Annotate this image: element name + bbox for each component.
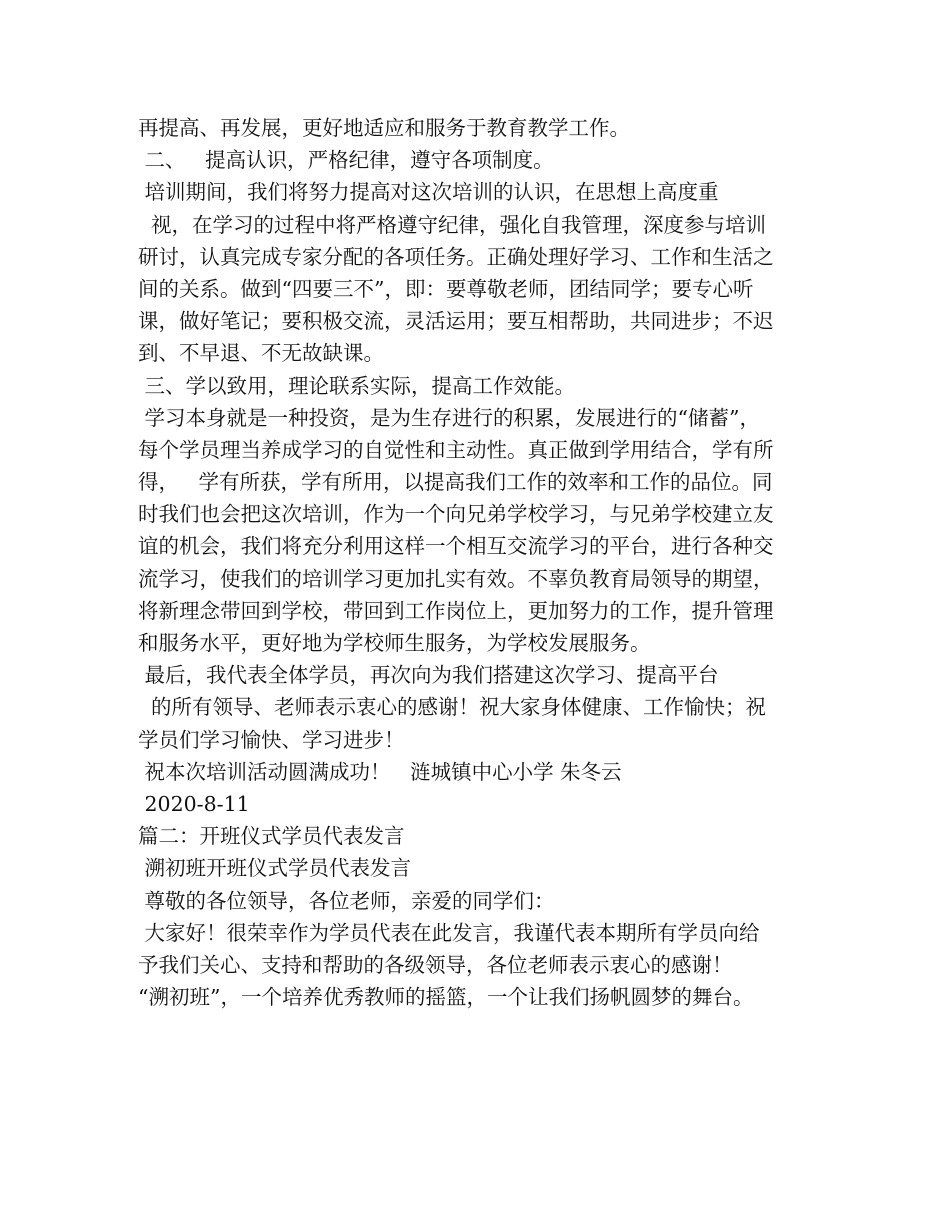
text-line: 研讨，认真完成专家分配的各项任务。正确处理好学习、工作和生活之 xyxy=(138,244,774,269)
text-line: 和服务水平，更好地为学校师生服务，为学校发展服务。 xyxy=(138,631,651,655)
text-line: 大家好！很荣幸作为学员代表在此发言，我谨代表本期所有学员向给 xyxy=(138,920,760,945)
text-line: 的所有领导、老师表示衷心的感谢！祝大家身体健康、工作愉快；祝 xyxy=(138,695,767,720)
document-body xyxy=(138,112,838,1013)
text-line: 每个学员理当养成学习的自觉性和主动性。真正做到学用结合，学有所 xyxy=(138,437,774,462)
text-line: 学员们学习愉快、学习进步！ xyxy=(138,727,405,752)
text-line: 到、不早退、不无故缺课。 xyxy=(138,341,384,366)
text-line: 学习本身就是一种投资，是为生存进行的积累，发展进行的“储蓄”， xyxy=(138,405,760,430)
section-heading: 二、 提高认识，严格纪律，遵守各项制度。 xyxy=(138,148,554,173)
text-line: 课，做好笔记；要积极交流，灵活运用；要互相帮助，共同进步；不迟 xyxy=(138,309,774,334)
text-line: 时我们也会把这次培训，作为一个向兄弟学校学习，与兄弟学校建立友 xyxy=(138,502,774,527)
text-line: 谊的机会，我们将充分利用这样一个相互交流学习的平台，进行各种交 xyxy=(138,534,774,559)
text-line: 将新理念带回到学校，带回到工作岗位上，更加努力的工作，提升管理 xyxy=(138,598,774,623)
text-line: 间的关系。做到“四要三不”，即：要尊敬老师，团结同学；要专心听 xyxy=(138,276,754,301)
text-line: 再提高、再发展，更好地适应和服务于教育教学工作。 xyxy=(138,116,630,140)
text-line: 最后，我代表全体学员，再次向为我们搭建这次学习、提高平台 xyxy=(138,663,719,688)
text-line: 予我们关心、支持和帮助的各级领导，各位老师表示衷心的感谢！ xyxy=(138,952,733,977)
text-line: 得， 学有所获，学有所用，以提高我们工作的效率和工作的品位。同 xyxy=(138,470,773,495)
article-title: 篇二：开班仪式学员代表发言 xyxy=(138,824,405,849)
signature-line: 祝本次培训活动圆满成功！ 涟城镇中心小学 朱冬云 xyxy=(138,759,622,784)
section-heading: 三、学以致用，理论联系实际，提高工作效能。 xyxy=(138,373,576,398)
salutation: 尊敬的各位领导，各位老师，亲爱的同学们： xyxy=(138,888,555,913)
date-line: 2020-8-11 xyxy=(138,791,250,816)
text-line: 流学习，使我们的培训学习更加扎实有效。不辜负教育局领导的期望， xyxy=(138,566,774,591)
text-line: “溯初班”，一个培养优秀教师的摇篮，一个让我们扬帆圆梦的舞台。 xyxy=(138,985,754,1010)
text-line: 视，在学习的过程中将严格遵守纪律，强化自我管理，深度参与培训 xyxy=(138,212,767,237)
text-line: 培训期间，我们将努力提高对这次培训的认识，在思想上高度重 xyxy=(138,180,719,205)
article-subtitle: 溯初班开班仪式学员代表发言 xyxy=(138,856,412,881)
